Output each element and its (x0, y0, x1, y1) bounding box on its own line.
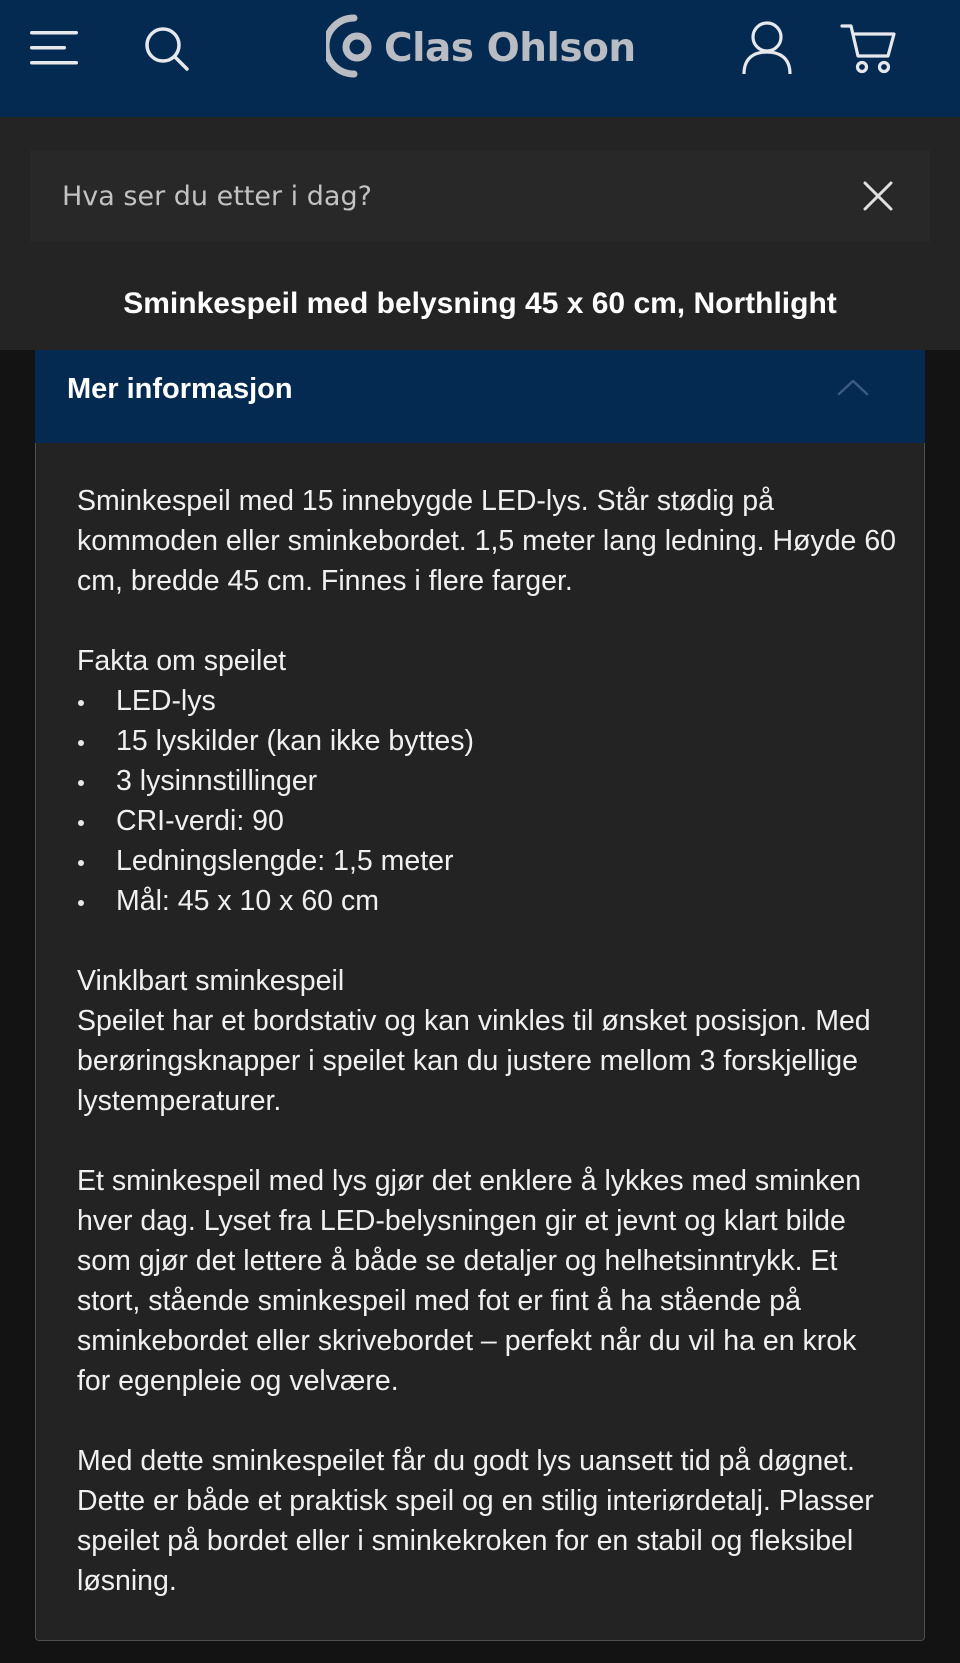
account-icon[interactable] (738, 18, 796, 78)
chevron-up-icon[interactable] (835, 372, 871, 402)
top-navigation-bar (0, 0, 960, 117)
info-panel-title: Mer informasjon (67, 373, 293, 405)
search-icon[interactable] (142, 24, 192, 74)
closing-paragraph: Med dette sminkespeilet får du godt lys uansett tid på døgnet. Dette er både et praktisk speil og en stilig interiørdetalj. Plasser speilet på bordet eller i sminkekroken for en stabil og fleksibel løsning. (77, 1445, 874, 1597)
tilt-description: Speilet har et bordstativ og kan vinkles til ønsket posisjon. Med berøringsknapper i speilet kan du justere mellom 3 forskjellige lystemperaturer. (77, 1005, 871, 1117)
facts-list (77, 681, 897, 921)
list-item: Mål: 45 x 10 x 60 cm (77, 881, 897, 921)
info-panel-content (77, 481, 897, 1641)
list-item: CRI-verdi: 90 (77, 801, 897, 841)
close-icon[interactable] (858, 176, 898, 216)
info-panel-header[interactable] (35, 350, 925, 443)
logo-text: Clas Ohlson (384, 25, 636, 71)
list-item: Ledningslengde: 1,5 meter (77, 841, 897, 881)
list-item: 15 lyskilder (kan ikke byttes) (77, 721, 897, 761)
list-item: LED-lys (77, 681, 897, 721)
logo-mark-icon (326, 14, 376, 82)
benefits-paragraph: Et sminkespeil med lys gjør det enklere å lykkes med sminken hver dag. Lyset fra LED-belysningen gir et jevnt og klart bilde som gjør det lettere å både se detaljer og helhetsinntrykk. Et stort, stående sminkespeil med fot er fint å ha stående på sminkebordet eller skrivebordet – perfekt når du vil ha en krok for egenpleie og velvære. (77, 1165, 862, 1397)
tilt-heading: Vinklbart sminkespeil (77, 965, 345, 997)
search-input[interactable] (62, 150, 822, 242)
cart-icon[interactable] (840, 22, 898, 76)
facts-heading: Fakta om speilet (77, 645, 287, 677)
list-item: 3 lysinnstillinger (77, 761, 897, 801)
clas-ohlson-logo[interactable] (326, 16, 636, 80)
search-box (30, 150, 930, 242)
menu-icon[interactable] (28, 26, 84, 70)
product-intro-text: Sminkespeil med 15 innebygde LED-lys. Står stødig på kommoden eller sminkebordet. 1,5 meter lang ledning. Høyde 60 cm, bredde 45 cm. Finnes i flere farger. (77, 485, 897, 597)
product-title: Sminkespeil med belysning 45 x 60 cm, Northlight (123, 287, 837, 320)
search-area (0, 117, 960, 350)
